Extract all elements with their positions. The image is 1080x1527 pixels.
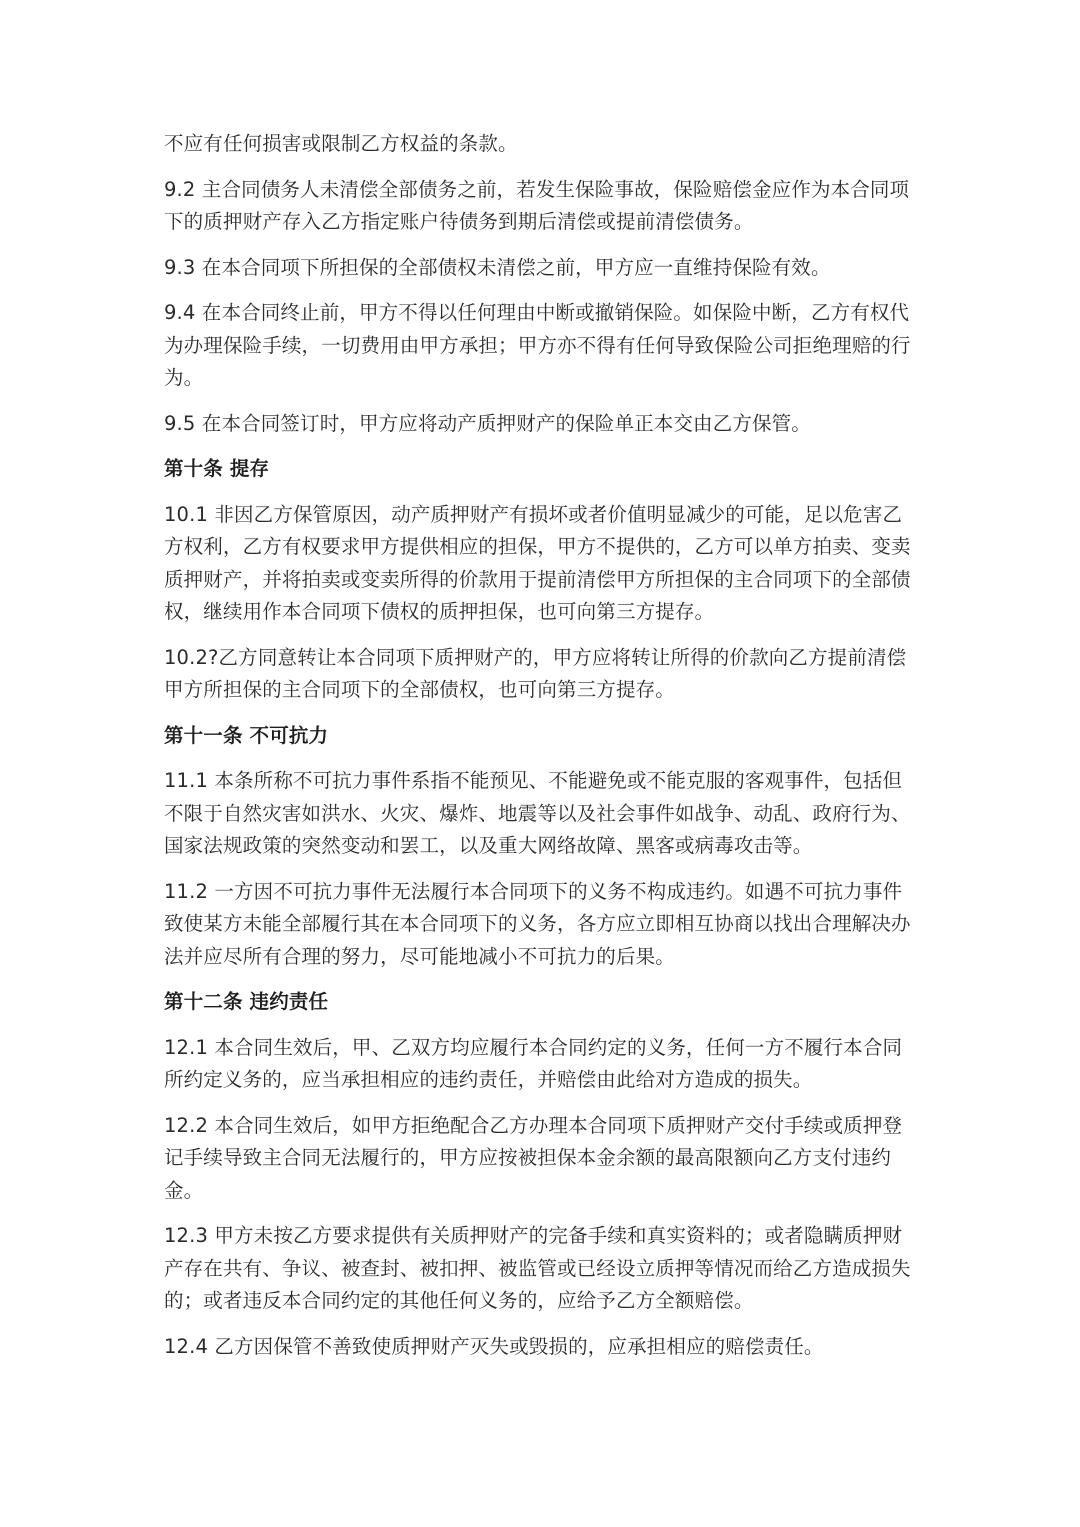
clause-12-2: 12.2 本合同生效后，如甲方拒绝配合乙方办理本合同项下质押财产交付手续或质押登记手续导致主合同无法履行的，甲方应按被担保本金余额的最高限额向乙方支付违约金。 [164, 1113, 903, 1202]
clause-12-4: 12.4 乙方因保管不善致使质押财产灭失或毁损的，应承担相应的赔偿责任。 [164, 1334, 824, 1358]
article-11-heading: 第十一条 不可抗力 [164, 723, 329, 747]
clause-9-3: 9.3 在本合同项下所担保的全部债权未清偿之前，甲方应一直维持保险有效。 [164, 255, 831, 279]
clause-9-2: 9.2 主合同债务人未清偿全部债务之前，若发生保险事故，保险赔偿金应作为本合同项下的质押财产存入乙方指定账户待债务到期后清偿或提前清偿债务。 [164, 177, 910, 233]
clause-10-2: 10.2?乙方同意转让本合同项下质押财产的，甲方应将转让所得的价款向乙方提前清偿甲方所担保的主合同项下的全部债权，也可向第三方提存。 [164, 645, 907, 701]
article-10-heading: 第十条 提存 [164, 457, 270, 480]
clause-9-5: 9.5 在本合同签订时，甲方应将动产质押财产的保险单正本交由乙方保管。 [164, 411, 811, 435]
clause-10-1: 10.1 非因乙方保管原因，动产质押财产有损坏或者价值明显减少的可能，足以危害乙方权利，乙方有权要求甲方提供相应的担保，甲方不提供的，乙方可以单方拍卖、变卖质押财产，并将拍卖或变卖所得的价款用于提前清偿甲方所担保的主合同项下的全部债权，继续用作本合同项下债权的质押担保，也可向第三方提存。 [164, 502, 911, 623]
clause-12-3: 12.3 甲方未按乙方要求提供有关质押财产的完备手续和真实资料的；或者隐瞒质押财产存在共有、争议、被查封、被扣押、被监管或已经设立质押等情况而给乙方造成损失的；或者违反本合同约定的其他任何义务的，应给予乙方全额赔偿。 [164, 1224, 911, 1312]
clause-11-2: 11.2 一方因不可抗力事件无法履行本合同项下的义务不构成违约。如遇不可抗力事件致使某方未能全部履行其在本合同项下的义务，各方应立即相互协商以找出合理解决办法并应尽所有合理的努力，尽可能地减小不可抗力的后果。 [164, 879, 911, 968]
document-body [164, 128, 912, 1376]
clause-12-1: 12.1 本合同生效后，甲、乙双方均应履行本合同约定的义务，任何一方不履行本合同所约定义务的，应当承担相应的违约责任，并赔偿由此给对方造成的损失。 [164, 1035, 903, 1091]
clause-9-4: 9.4 在本合同终止前，甲方不得以任何理由中断或撤销保险。如保险中断，乙方有权代为办理保险手续，一切费用由甲方承担；甲方亦不得有任何导致保险公司拒绝理赔的行为。 [164, 301, 911, 389]
article-12-heading: 第十二条 违约责任 [164, 990, 329, 1013]
clause-11-1: 11.1 本条所称不可抗力事件系指不能预见、不能避免或不能克服的客观事件，包括但不限于自然灾害如洪水、火灾、爆炸、地震等以及社会事件如战争、动乱、政府行为、国家法规政策的突然变动和罢工，以及重大网络故障、黑客或病毒攻击等。 [164, 769, 911, 857]
clause-paragraph: 不应有任何损害或限制乙方权益的条款。 [164, 132, 518, 155]
